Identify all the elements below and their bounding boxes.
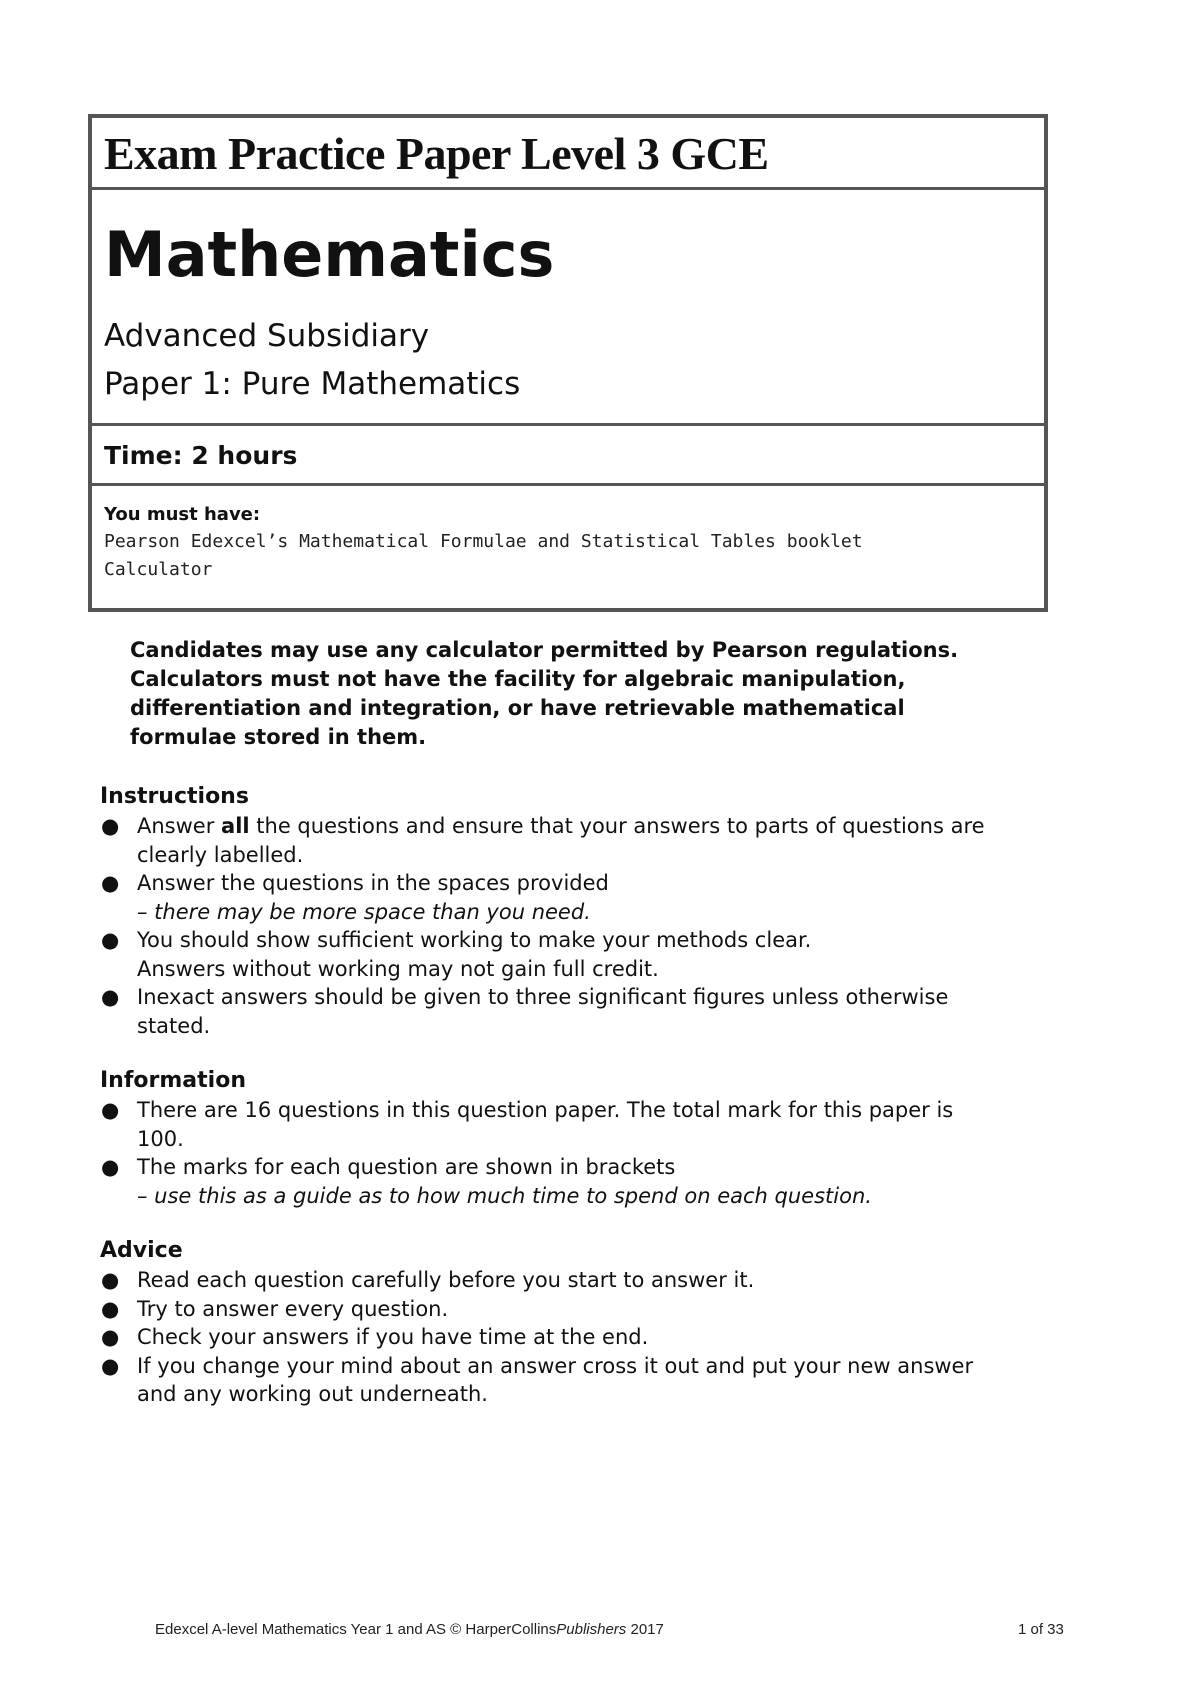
calculator-note-line: Candidates may use any calculator permitted by Pearson regulations. <box>130 638 959 662</box>
bullet-icon: ● <box>101 928 120 952</box>
calculator-note-line: Calculators must not have the facility for algebraic manipulation, <box>130 667 906 691</box>
must-have-item: Pearson Edexcel’s Mathematical Formulae and Statistical Tables booklet <box>104 531 863 552</box>
must-have-item: Calculator <box>104 559 213 580</box>
list-item: ● Answer all the questions and ensure that your answers to parts of questions are clearly labelled. <box>101 814 985 867</box>
information-section <box>100 1066 1000 1210</box>
bullet-icon: ● <box>101 1353 120 1378</box>
calculator-note <box>130 636 990 752</box>
list-item: ● If you change your mind about an answer cross it out and put your new answer and any working out underneath. <box>101 1353 974 1406</box>
bullet-icon: ● <box>101 1325 120 1349</box>
list-item: ● You should show sufficient working to make your methods clear. Answers without working may not gain full credit. <box>101 928 812 981</box>
bullet-icon: ● <box>101 1155 120 1179</box>
bullet-icon: ● <box>101 814 120 838</box>
list-item: ● Try to answer every question. <box>100 1295 1000 1324</box>
bullet-icon: ● <box>101 1296 120 1321</box>
list-item: ● Read each question carefully before you start to answer it. <box>100 1266 1000 1295</box>
advice-heading: Advice <box>100 1238 183 1263</box>
information-heading: Information <box>100 1068 246 1093</box>
list-item: ● There are 16 questions in this question paper. The total mark for this paper is 100. <box>101 1098 954 1151</box>
instructions-section <box>100 782 1000 1040</box>
list-item: ● Inexact answers should be given to three significant figures unless otherwise stated. <box>101 985 949 1038</box>
title-row <box>92 118 1044 190</box>
information-list <box>100 1096 1000 1210</box>
bullet-icon: ● <box>101 985 120 1009</box>
calculator-note-line: differentiation and integration, or have retrievable mathematical <box>130 696 905 720</box>
bullet-icon: ● <box>101 1268 120 1292</box>
cover-header-box <box>88 114 1048 612</box>
subject-title: Mathematics <box>104 218 555 291</box>
page-number: 1 of 33 <box>1018 1621 1064 1638</box>
list-item: ● Check your answers if you have time at the end. <box>100 1323 1000 1352</box>
advice-list <box>100 1266 1000 1409</box>
advice-section <box>100 1236 1000 1409</box>
time-allowed: Time: 2 hours <box>104 441 298 470</box>
bullet-icon: ● <box>101 1098 120 1122</box>
list-item: ● The marks for each question are shown in brackets – use this as a guide as to how much time to spend on each question. <box>101 1155 872 1208</box>
paper-title: Paper 1: Pure Mathematics <box>104 366 521 402</box>
list-item: ● Answer the questions in the spaces provided – there may be more space than you need. <box>101 871 609 924</box>
bullet-icon: ● <box>101 871 120 895</box>
exam-title: Exam Practice Paper Level 3 GCE <box>104 128 769 179</box>
must-have-label: You must have: <box>104 504 261 525</box>
time-row <box>92 426 1044 486</box>
instructions-list <box>100 812 1000 1040</box>
instructions-heading: Instructions <box>100 784 249 809</box>
subject-level: Advanced Subsidiary <box>104 318 430 354</box>
calculator-note-line: formulae stored in them. <box>130 725 427 749</box>
must-have-row <box>92 486 1044 608</box>
subject-row <box>92 190 1044 426</box>
footer-copyright: Edexcel A-level Mathematics Year 1 and AS © HarperCollinsPublishers 2017 <box>155 1621 664 1638</box>
